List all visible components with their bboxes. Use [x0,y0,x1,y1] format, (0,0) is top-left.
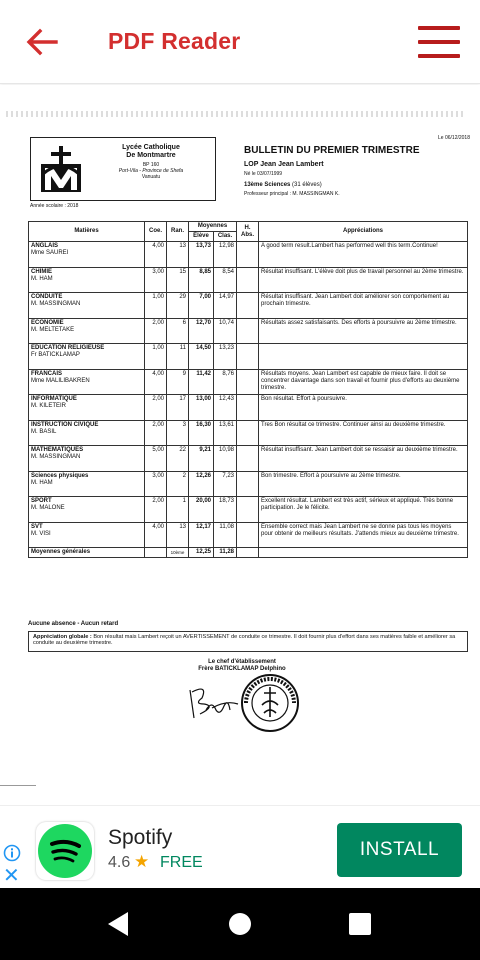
coefficient: 5,00 [145,446,167,472]
hours-absent [237,395,259,421]
coefficient: 4,00 [145,242,167,268]
coefficient: 4,00 [145,369,167,395]
handwritten-signature-icon [182,680,242,725]
subject-name: MATHEMATIQUES [31,447,84,453]
app-title: PDF Reader [108,28,241,54]
appreciation: Résultat insuffisant. Jean Lambert doit se ressaisir au deuxième trimestre. [259,446,468,472]
star-icon: ★ [134,852,150,871]
ad-banner[interactable] [0,805,480,888]
class-average: 10,74 [214,318,237,344]
teacher-name: M. MALONE [31,505,65,511]
school-city: Vanuatu [141,174,161,180]
subject-name: SVT [31,523,43,530]
subject-name: CONDUITE [31,294,63,300]
spotify-app-icon[interactable] [36,822,94,880]
subject-name: FRANCAIS [31,370,62,377]
subject-cell [29,318,145,344]
student-average: 16,30 [189,420,214,446]
principal-signature-block: Le chef d'établissement Frère BATICKLAMAP Delphino [198,659,286,672]
student-average: 12,26 [189,471,214,497]
student-average: 13,73 [189,242,214,268]
rank: 29 [167,293,189,319]
teacher-name: M. MASSINGMAN [31,301,81,307]
rank: 11 [167,344,189,370]
teacher-name: M. HAM [31,479,53,486]
bulletin-title: BULLETIN DU PREMIER TRIMESTRE [244,145,420,156]
rank: 13 [167,522,189,548]
ad-close-icon[interactable]: ✕ [3,865,20,887]
coefficient: 1,00 [145,293,167,319]
hours-absent [237,471,259,497]
subject-name: SPORT [31,498,52,504]
table-row [29,369,468,395]
appreciation: Résultat insuffisant. L'élève doit plus de travail personnel au 2ème trimestre. [259,267,468,293]
general-label: Moyennes générales [29,548,145,558]
class-average: 12,98 [214,242,237,268]
hours-absent [237,497,259,523]
subject-cell [29,446,145,472]
class-average: 8,76 [214,369,237,395]
coefficient: 2,00 [145,497,167,523]
global-appreciation: Appréciation globale : Bon résultat mais Lambert reçoit un AVERTISSEMENT de conduite ce trimestre. Il doit fournir plus d'effort dans ses matières faible et améliorer sa conduite au deuxième trimestre. [28,631,468,652]
hours-absent [237,522,259,548]
teacher-name: Mme SAUREI [31,250,69,256]
app-bar [0,0,480,84]
subject-cell [29,267,145,293]
subject-cell [29,242,145,268]
grades-table [28,221,468,558]
student-birthdate: Né le 03/07/1999 [244,171,283,177]
appreciation [259,344,468,370]
coefficient: 1,00 [145,344,167,370]
rank: 3 [167,420,189,446]
header-coe: Coe. [145,222,167,242]
rank: 2 [167,471,189,497]
table-row [29,344,468,370]
student-average: 11,42 [189,369,214,395]
subject-name: Sciences physiques [31,472,89,479]
nav-back-icon[interactable] [106,911,130,937]
teacher-name: M. MASSINGMAN [31,454,81,460]
doc-date: Le 06/12/2018 [438,135,470,141]
table-row [29,242,468,268]
subject-cell [29,420,145,446]
pdf-page [22,135,472,765]
appreciation: Résultats moyens. Jean Lambert est capable de mieux faire. Il doit se concentrer davantage dans son travail et fournir plus d'efforts au deuxième trimestre. [259,369,468,395]
rank: 13 [167,242,189,268]
teacher-name: M. VISI [31,530,51,537]
school-logo-icon [39,144,83,194]
header-moyennes: Moyennes [189,222,237,232]
student-average: 8,85 [189,267,214,293]
subject-name: ANGLAIS [31,243,58,249]
table-row [29,293,468,319]
table-row [29,420,468,446]
table-row [29,522,468,548]
header-appreciations: Appréciations [259,222,468,242]
class-info: 13ème Sciences (31 élèves) [244,182,322,188]
appreciation: Ensemble correct mais Jean Lambert ne se donne pas tous les moyens pour obtenir de meilleurs résultats. J'attends mieux au deuxième trimestre. [259,522,468,548]
install-button[interactable]: INSTALL [337,823,462,877]
subject-cell [29,497,145,523]
school-name: Lycée Catholique De Montmartre [122,144,180,159]
coefficient: 3,00 [145,267,167,293]
hours-absent [237,344,259,370]
appreciation: A good term result.Lambert has performed well this term.Continue! [259,242,468,268]
student-average: 12,70 [189,318,214,344]
nav-home-icon[interactable] [229,913,251,935]
school-address: Port-Vila - Province de Shefa [118,168,184,174]
student-average: 14,50 [189,344,214,370]
hamburger-menu-icon[interactable] [418,26,460,60]
coefficient: 2,00 [145,318,167,344]
class-average: 13,61 [214,420,237,446]
school-stamp-icon [240,673,300,733]
subject-name: EDUCATION RELIGIEUSE [31,345,105,351]
student-average: 13,00 [189,395,214,421]
general-eleve: 12,25 [189,548,214,558]
hours-absent [237,267,259,293]
teacher-name: Fr BATICKLAMAP [31,352,80,358]
school-bp: BP 160 [142,162,160,168]
subject-cell [29,369,145,395]
school-header [30,137,216,201]
pdf-viewer[interactable] [0,85,480,805]
system-nav-bar [0,888,480,960]
hours-absent [237,318,259,344]
teacher-name: M. KILETEIR [31,403,67,409]
teacher-name: Mme MALILIBAKREN [31,377,90,384]
ad-price: FREE [160,854,203,871]
scan-artifact [6,111,466,117]
header-ran: Ran. [167,222,189,242]
subject-name: INSTRUCTION CIVIQUE [31,421,99,428]
teacher-name: M. HAM [31,275,53,282]
teacher-name: M. BASIL [31,428,57,435]
class-average: 13,23 [214,344,237,370]
rank: 15 [167,267,189,293]
head-teacher: Professeur principal : M. MASSINGMAN K. [244,191,340,197]
student-average: 20,00 [189,497,214,523]
student-average: 12,17 [189,522,214,548]
general-rank: 10ème [167,548,189,558]
appreciation: Bon trimestre. Effort à poursuivre au 2ème trimestre. [259,471,468,497]
class-average: 14,97 [214,293,237,319]
subject-cell [29,395,145,421]
subject-cell [29,344,145,370]
hours-absent [237,369,259,395]
rank: 1 [167,497,189,523]
class-average: 11,08 [214,522,237,548]
subject-name: INFORMATIQUE [31,396,77,402]
student-name: LOP Jean Jean Lambert [244,161,324,168]
subject-name: ECONOMIE [31,319,64,326]
rank: 17 [167,395,189,421]
class-average: 7,23 [214,471,237,497]
hours-absent [237,293,259,319]
general-classe: 11,28 [214,548,237,558]
back-arrow-icon[interactable] [24,26,60,58]
hours-absent [237,446,259,472]
ad-rating: 4.6 [108,854,131,871]
table-row [29,267,468,293]
header-classe: Clas. [214,232,237,242]
appreciation: Tres Bon résultat ce trimestre. Continuer ainsi au deuxième trimestre. [259,420,468,446]
coefficient: 3,00 [145,471,167,497]
nav-recents-icon[interactable] [349,913,371,935]
subject-cell [29,522,145,548]
table-row [29,471,468,497]
subject-cell [29,293,145,319]
student-average: 7,00 [189,293,214,319]
rank: 6 [167,318,189,344]
hours-absent [237,242,259,268]
subject-cell [29,471,145,497]
appreciation: Bon résultat. Effort à poursuivre. [259,395,468,421]
appreciation: Résultats assez satisfaisants. Des efforts à poursuivre au 2ème trimestre. [259,318,468,344]
header-eleve: Élève [189,232,214,242]
table-row [29,395,468,421]
hours-absent [237,420,259,446]
coefficient: 4,00 [145,522,167,548]
subject-name: CHIMIE [31,268,52,275]
appreciation: Excellent résultat. Lambert est très actif, sérieux et appliqué. Très bonne participation. Je le félicite. [259,497,468,523]
header-matieres: Matières [29,222,145,242]
student-average: 9,21 [189,446,214,472]
ad-app-name[interactable]: Spotify [108,826,173,849]
coefficient: 2,00 [145,395,167,421]
rank: 9 [167,369,189,395]
class-average: 8,54 [214,267,237,293]
class-average: 10,98 [214,446,237,472]
rank: 22 [167,446,189,472]
class-average: 12,43 [214,395,237,421]
table-row [29,497,468,523]
school-year: Année scolaire : 2018 [30,203,79,209]
class-average: 18,73 [214,497,237,523]
table-row [29,446,468,472]
table-row [29,318,468,344]
absence-note: Aucune absence - Aucun retard [28,621,119,627]
header-habs: H. Abs. [237,222,259,242]
teacher-name: M. MELTETAKE [31,326,75,333]
appreciation: Résultat insuffisant. Jean Lambert doit améliorer son comportement au prochain trimestre. [259,293,468,319]
coefficient: 2,00 [145,420,167,446]
ad-info-icon[interactable] [3,844,21,862]
